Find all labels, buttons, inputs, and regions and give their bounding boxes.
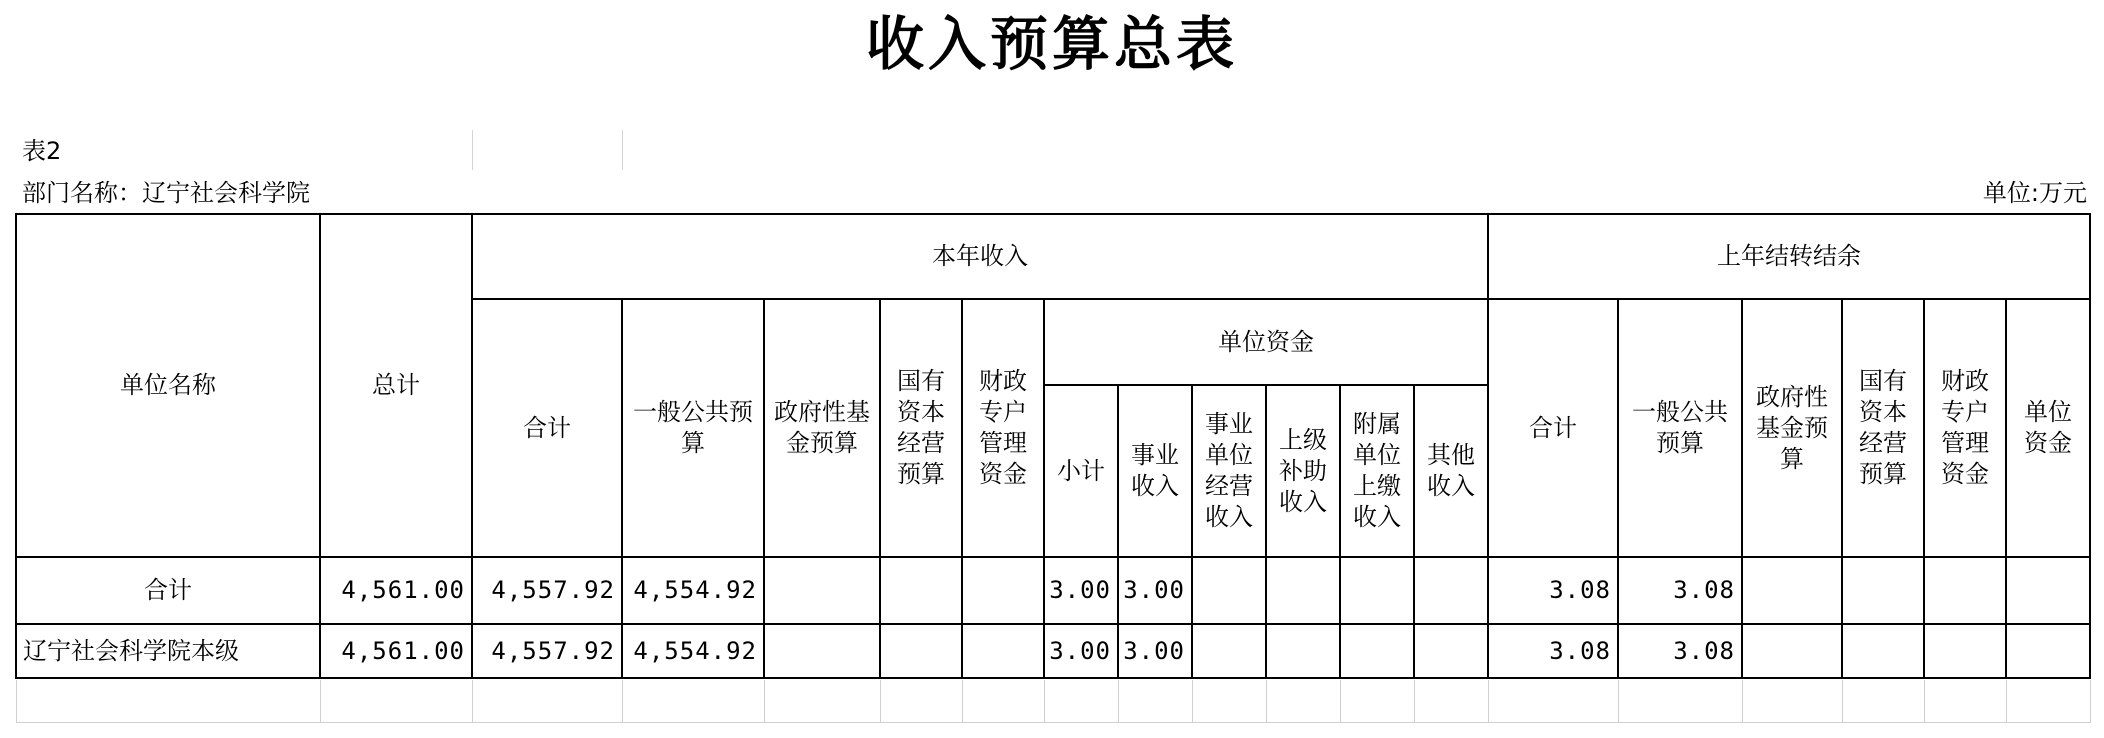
cell-co-general-budget: 3.08 bbox=[1617, 623, 1743, 679]
cell-business-income: 3.00 bbox=[1117, 623, 1193, 679]
page-title: 收入预算总表 bbox=[865, 10, 1238, 78]
currency-unit: 单位:万元 bbox=[1982, 179, 2087, 207]
cell-state-capital-budget bbox=[879, 556, 963, 625]
table-row-name: 合计 bbox=[15, 556, 321, 625]
cell-unit-funds-subtotal: 3.00 bbox=[1043, 556, 1119, 625]
cell-operating-income bbox=[1191, 556, 1267, 625]
sheet-gridline bbox=[472, 130, 473, 170]
cell-unit-funds-subtotal: 3.00 bbox=[1043, 623, 1119, 679]
header-co-subtotal: 合计 bbox=[1487, 298, 1619, 558]
header-fiscal-special-fund: 财政专户管理资金 bbox=[961, 298, 1045, 558]
cell-superior-subsidy bbox=[1265, 623, 1341, 679]
cell-subtotal: 4,557.92 bbox=[471, 556, 623, 625]
department-name: 部门名称：辽宁社会科学院 bbox=[22, 179, 310, 207]
header-co-state-capital-budget: 国有资本经营预算 bbox=[1841, 298, 1925, 558]
cell-business-income: 3.00 bbox=[1117, 556, 1193, 625]
cell-co-unit-funds bbox=[2005, 623, 2091, 679]
header-gov-fund-budget: 政府性基金预算 bbox=[763, 298, 881, 558]
cell-co-general-budget: 3.08 bbox=[1617, 556, 1743, 625]
cell-co-subtotal: 3.08 bbox=[1487, 556, 1619, 625]
header-general-budget: 一般公共预算 bbox=[621, 298, 765, 558]
header-current-year-income: 本年收入 bbox=[471, 213, 1489, 300]
cell-other-income bbox=[1413, 556, 1489, 625]
cell-general-budget: 4,554.92 bbox=[621, 623, 765, 679]
cell-affiliated-income bbox=[1339, 556, 1415, 625]
cell-co-gov-fund-budget bbox=[1741, 556, 1843, 625]
header-co-general-budget: 一般公共预算 bbox=[1617, 298, 1743, 558]
cell-co-subtotal: 3.08 bbox=[1487, 623, 1619, 679]
header-subtotal: 合计 bbox=[471, 298, 623, 558]
cell-superior-subsidy bbox=[1265, 556, 1341, 625]
cell-total: 4,561.00 bbox=[319, 623, 473, 679]
cell-other-income bbox=[1413, 623, 1489, 679]
cell-fiscal-special-fund bbox=[961, 556, 1045, 625]
cell-gov-fund-budget bbox=[763, 623, 881, 679]
cell-gov-fund-budget bbox=[763, 556, 881, 625]
header-carryover: 上年结转结余 bbox=[1487, 213, 2091, 300]
header-co-unit-funds: 单位资金 bbox=[2005, 298, 2091, 558]
sheet-gridline bbox=[622, 130, 623, 170]
cell-fiscal-special-fund bbox=[961, 623, 1045, 679]
header-unit-funds: 单位资金 bbox=[1043, 298, 1489, 386]
cell-co-state-capital-budget bbox=[1841, 623, 1925, 679]
cell-affiliated-income bbox=[1339, 623, 1415, 679]
cell-subtotal: 4,557.92 bbox=[471, 623, 623, 679]
table-row-name: 辽宁社会科学院本级 bbox=[15, 623, 321, 679]
header-co-fiscal-special-fund: 财政专户管理资金 bbox=[1923, 298, 2007, 558]
header-business-income: 事业收入 bbox=[1117, 384, 1193, 558]
header-superior-subsidy: 上级补助收入 bbox=[1265, 384, 1341, 558]
header-other-income: 其他收入 bbox=[1413, 384, 1489, 558]
header-unit-name: 单位名称 bbox=[15, 213, 321, 558]
header-operating-income: 事业单位经营收入 bbox=[1191, 384, 1267, 558]
cell-co-unit-funds bbox=[2005, 556, 2091, 625]
cell-operating-income bbox=[1191, 623, 1267, 679]
cell-co-fiscal-special-fund bbox=[1923, 623, 2007, 679]
cell-state-capital-budget bbox=[879, 623, 963, 679]
cell-co-fiscal-special-fund bbox=[1923, 556, 2007, 625]
header-total: 总计 bbox=[319, 213, 473, 558]
cell-co-state-capital-budget bbox=[1841, 556, 1925, 625]
header-affiliated-income: 附属单位上缴收入 bbox=[1339, 384, 1415, 558]
header-state-capital-budget: 国有资本经营预算 bbox=[879, 298, 963, 558]
cell-general-budget: 4,554.92 bbox=[621, 556, 765, 625]
cell-co-gov-fund-budget bbox=[1741, 623, 1843, 679]
table-number: 表2 bbox=[22, 137, 62, 165]
cell-total: 4,561.00 bbox=[319, 556, 473, 625]
header-unit-funds-subtotal: 小计 bbox=[1043, 384, 1119, 558]
header-co-gov-fund-budget: 政府性基金预算 bbox=[1741, 298, 1843, 558]
